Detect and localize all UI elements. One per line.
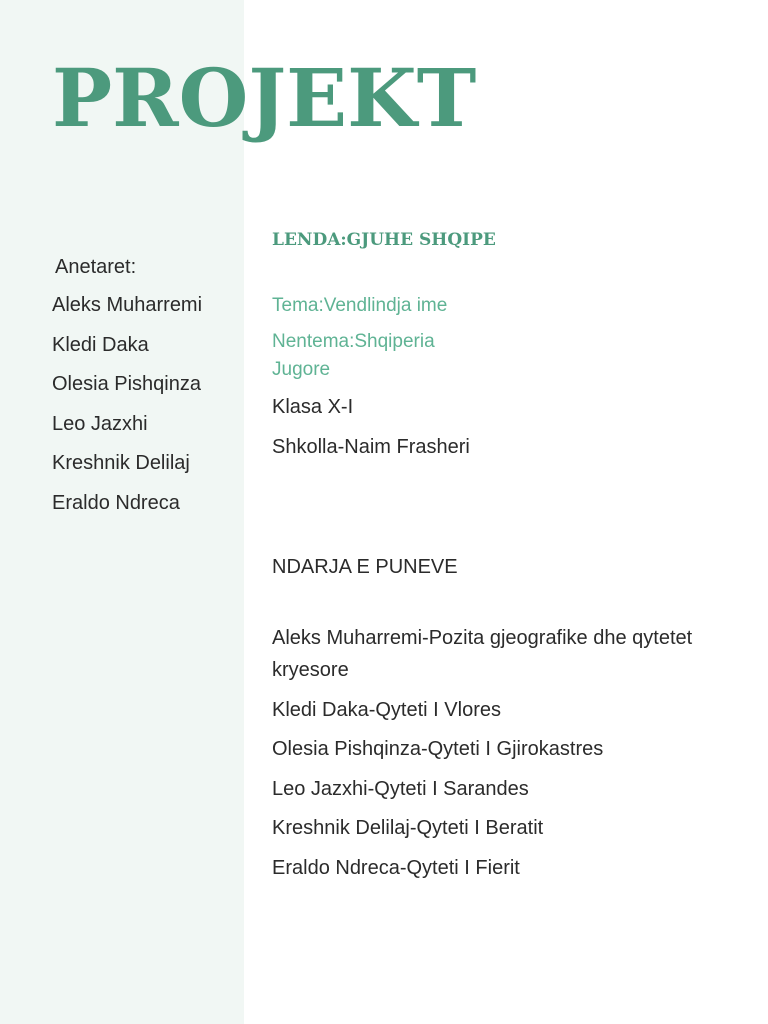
class-text: Klasa X-I: [272, 396, 354, 418]
subject-heading: LENDA:GJUHE SHQIPE: [272, 230, 496, 250]
theme-text: Tema:Vendlindja ime: [272, 295, 448, 316]
member-name: Kledi Daka: [52, 333, 149, 356]
member-name: Olesia Pishqinza: [52, 373, 201, 396]
member-name: Kreshnik Delilaj: [52, 452, 190, 475]
subtheme-text: Nentema:Shqiperia Jugore: [272, 331, 435, 380]
task-item: Olesia Pishqinza-Qyteti I Gjirokastres: [272, 738, 604, 760]
page-title: PROJEKT: [52, 51, 477, 145]
task-list: [272, 622, 742, 884]
school-text: Shkolla-Naim Frasheri: [272, 436, 470, 458]
members-list: [52, 252, 242, 528]
members-label: Anetaret:: [55, 256, 137, 278]
member-name: Eraldo Ndreca: [52, 491, 180, 514]
task-item: Aleks Muharremi-Pozita gjeografike dhe qytetet kryesore: [272, 627, 693, 681]
member-name: Leo Jazxhi: [52, 412, 148, 435]
task-item: Eraldo Ndreca-Qyteti I Fierit: [272, 856, 520, 879]
task-item: Kledi Daka-Qyteti I Vlores: [272, 698, 501, 721]
work-division-heading: NDARJA E PUNEVE: [272, 556, 458, 578]
project-info: [272, 226, 742, 891]
task-item: Leo Jazxhi-Qyteti I Sarandes: [272, 777, 529, 800]
member-name: Aleks Muharremi: [52, 294, 203, 316]
task-item: Kreshnik Delilaj-Qyteti I Beratit: [272, 817, 544, 839]
